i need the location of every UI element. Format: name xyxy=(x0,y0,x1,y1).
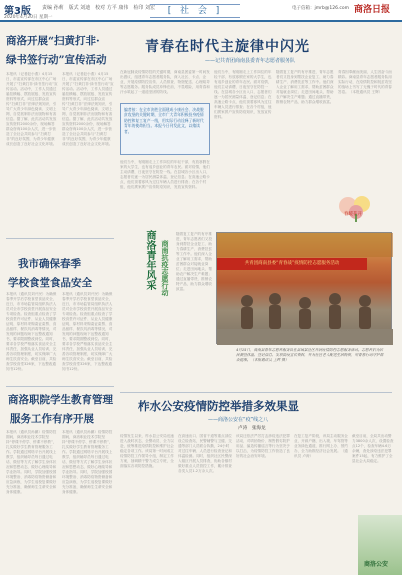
section-label: [ 社 会 ] xyxy=(150,4,240,18)
people-crowd-icon xyxy=(217,233,393,345)
divider xyxy=(120,392,392,393)
article-police-col3: 该局还依法严厉打击涉疫违法犯罪活动，对哄抬物价、制售假劣防护用品、编造传播谣言等行为坚决予以打击，为疫情防控工作营造了良好的社会治安环境。 xyxy=(236,434,290,458)
volunteer-photo xyxy=(216,232,392,344)
editor-note-box xyxy=(120,103,210,155)
photo-caption-box xyxy=(236,348,384,388)
divider xyxy=(6,238,114,239)
headline-saohei-2: 绿书签行动”宣传活动 xyxy=(6,54,107,66)
article-saohei-col2: 本报讯（记者赵小燕）4月15日，市委宣传部在市区中心广场开展了“扫黄打非·绿书签行动”宣传活动。活动中，工作人员通过悬挂横幅、摆放展板、发放宣传资料等形式，向过往群众宣传“扫黄打非”法律法规知识，引导广大青少年绿色阅读、文明上网，自觉抵制非法出版物和有害信息。据了解，此次活动共发放宣传资料2000余份，现场解答群众咨询100余人次，进一步营造了全社会共同参与“扫黄打非”的良好氛围，为青少年健康成长创造了良好社会文化环境。 xyxy=(62,72,114,146)
article-food-col2: 本报讯（通讯员刘兴民）为确保春季开学后学校食堂食品安全，近日，市市场监管局组织执法人员对全市学校食堂开展食品安全专项检查。检查组重点检查了学校食堂许可证件、从业人员健康证明、原材料采购索证索票、食品留样、餐饮具消毒等情况，对发现的问题现场下达整改通知书，要求限期整改到位。同时，要求各学校严格落实食品安全主体责任，加强从业人员培训，完善各项管理制度，切实保障广大师生饮食安全。截至目前，共检查学校食堂326家，下达整改通知书12份。 xyxy=(62,292,113,371)
corner-ad xyxy=(358,515,402,575)
vertical-title-left: 商洛青年风采 xyxy=(144,230,155,290)
newspaper-logo: 商洛日报 xyxy=(354,5,391,15)
article-youth-intro: 在新冠肺炎疫情防控的关键时期，商南县团委第一时间发出倡议，组建青年志愿者服务队，深入社区、卡点、企业，开展疫情防控宣传、人员排查、物资配送、心理疏导等志愿服务。服务队成员冲锋在前，不畏艰险，用青春和汗水筑起了一道道坚固的防线。 xyxy=(120,70,210,94)
contact-info: 电子信箱：jmrb@126.com xyxy=(292,6,349,11)
article-police-col4: 在复工复产阶段，该局主动服务企业，开辟户籍、出入境、车驾管等业务绿色通道，推行网上办、预约办，全力助推经济社会发展。（通讯员 卢涛） xyxy=(294,434,348,458)
article-school-col1: 本报讯（通讯员孙鹏）疫情防控期间，商洛职业技术学院坚持“停课不停学、停课不停教”，扎实做好学生教育管理服务工作。学院通过网络平台开展线上教学，组织辅导员每日通过电话、微信等方式了解学生身体状况和思想动态，做好心理疏导和学业指导。同时，学院加强校园环境整治、消毒防疫物资储备和应急演练，为学生返校复课做好充分准备，确保师生生命安全和身体健康。 xyxy=(6,430,57,494)
photo-caption: 4月15日，商南县青年志愿者服务队在县城某社区开展疫情防控志愿服务活动。志愿者们为居民测量体温、登记信息、发放防疫宣传资料，并为社区老人配送生活物资，用青春行动守护群众健康。（本报通讯员 王辉 摄） xyxy=(236,348,384,363)
article-police-col1: 疫情发生以来，柞水县公安局迅速进入战时状态，全警动员、全力以赴，统筹推进疫情防控和维护社会稳定各项工作。该局第一时间成立疫情防控工作领导小组，制定工作方案，抽调精干警力成立专班，全面落实各项防控措施。 xyxy=(120,434,174,468)
photo-banner: 共青团商南县委“青春战”疫情防控志愿服务活动 xyxy=(217,258,367,270)
page-number: 第3版 xyxy=(4,6,31,17)
headline-school-2: 服务工作有序开展 xyxy=(10,413,94,425)
article-police-col2: 在高速出口、国省干道等重点部位设立检查站，民警辅警与卫健、交通等部门人员联合执勤，24小时对过往车辆、人员进行检查登记和体温检测。同时，组织社区民警深入辖区开展人员排查，协助各镇村做好重点人员管控工作，累计排查各类人员1.2万余人次。 xyxy=(178,434,232,473)
vertical-title-right: 商南抗疫志愿行动 xyxy=(161,240,170,296)
decorative-flower-image xyxy=(336,192,378,222)
subtitle-youth: ——记共青团商南县委青年志愿者服务队 xyxy=(205,58,296,64)
divider xyxy=(6,386,114,387)
article-youth-col2: 他们当中，有刚刚走上工作岗位的年轻干部，有放寒假在家的大学生，也有返乡创业的青年农民。面对疫情，他们主动请缨，日夜坚守在防控一线。在县城各小区出入口，志愿者们逐一为居民测量体温、登记信息；在高速公路卡点，他们顶着寒风为过往车辆人员进行排查；在各个村组，他们挨家挨户宣传防疫知识，发放宣传资料。 xyxy=(214,70,272,119)
headline-food-1: 我市确保春季 xyxy=(18,258,81,270)
article-school-col2: 本报讯（通讯员孙鹏）疫情防控期间，商洛职业技术学院坚持“停课不停学、停课不停教”，扎实做好学生教育管理服务工作。学院通过网络平台开展线上教学，组织辅导员每日通过电话、微信等方式了解学生身体状况和思想动态，做好心理疏导和学业指导。同时，学院加强校园环境整治、消毒防疫物资储备和应急演练，为学生返校复课做好充分准备，确保师生生命安全和身体健康。 xyxy=(62,430,113,494)
headline-youth: 青春在时代主旋律中闪光 xyxy=(145,39,310,55)
article-youth-col1: 他们当中，有刚刚走上工作岗位的年轻干部，有放寒假在家的大学生，也有返乡创业的青年农民。面对疫情，他们主动请缨，日夜坚守在防控一线。在县城各小区出入口，志愿者们逐一为居民测量体温、登记信息；在高速公路卡点，他们顶着寒风为过往车辆人员进行排查；在各个村组，他们挨家挨户宣传防疫知识，发放宣传资料。 xyxy=(120,160,210,189)
headline-school-1: 商洛职院学生教育管理 xyxy=(8,394,113,406)
article-police-col5: 截至目前，全局共出动警力3800余人次，设置检查点12个，检查车辆4.6万余辆，查处涉疫违法犯罪案件15起，有力维护了全县社会大局稳定。 xyxy=(352,434,394,463)
ad-text: 商洛公安 xyxy=(364,561,389,568)
issue-date: 2020年4月20日 星期一 xyxy=(4,15,53,20)
article-youth-col3: 随着复工复产的有序推进，青年志愿者们又投身到帮扶企业复工、助力春耕生产、消费扶贫等工作中。他们深入企业了解用工需求，帮助贫困群众对接就业岗位；走进田间地头，帮助农户解决生产难题；通过直播带货，推销农特产品，助力群众增收致富。 xyxy=(276,70,334,104)
article-youth-col5: 随着复工复产的有序推进，青年志愿者们又投身到帮扶企业复工、助力春耕生产、消费扶贫等工作中。他们深入企业了解用工需求，帮助贫困群众对接就业岗位；走进田间地头，帮助农户解决生产难题；通过直播带货，推销农特产品，助力群众增收致富。 xyxy=(176,232,212,291)
article-saohei-col1: 本报讯（记者赵小燕）4月15日，市委宣传部在市区中心广场开展了“扫黄打非·绿书签行动”宣传活动。活动中，工作人员通过悬挂横幅、摆放展板、发放宣传资料等形式，向过往群众宣传“扫黄打非”法律法规知识，引导广大青少年绿色阅读、文明上网，自觉抵制非法出版物和有害信息。据了解，此次活动共发放宣传资料2000余份，现场解答群众咨询100余人次，进一步营造了全社会共同参与“扫黄打非”的良好氛围，为青少年健康成长创造了良好社会文化环境。 xyxy=(6,72,58,146)
article-food-col1: 本报讯（通讯员刘兴民）为确保春季开学后学校食堂食品安全，近日，市市场监管局组织执法人员对全市学校食堂开展食品安全专项检查。检查组重点检查了学校食堂许可证件、从业人员健康证明、原材料采购索证索票、食品留样、餐饮具消毒等情况，对发现的问题现场下达整改通知书，要求限期整改到位。同时，要求各学校严格落实食品安全主体责任，加强从业人员培训，完善各项管理制度，切实保障广大师生饮食安全。截至目前，共检查学校食堂326家，下达整改通知书12份。 xyxy=(6,292,57,371)
byline-police: 卢涛 张海龙 xyxy=(238,426,266,431)
editor-note: 编者按：在全市决胜全面建成小康社会、决战脱贫攻坚的关键时期，全市广大青年积极投身疫情防控和复工复产一线，用实际行动诠释了新时代青年的使命担当。本报今日刊发此文，以飨读者。 xyxy=(124,107,204,134)
flower-icon xyxy=(336,192,378,222)
headline-food-2: 学校食堂食品安全 xyxy=(8,277,92,289)
editor-credits: 责编 孙莉 版式 刘迪 校对 方平 康伟 检印 刘宏 xyxy=(42,5,155,11)
photo-badge: 春暖花开 xyxy=(344,212,362,217)
article-youth-col4: 青春因奉献而美丽，人生因奋斗而精彩。商南县青年志愿者服务队用实际行动，在疫情防控和脱贫攻坚的战场上书写了无愧于时代的青春答卷。（本报通讯员 王辉） xyxy=(338,70,392,94)
headline-saohei-1: 商洛开展“扫黄打非· xyxy=(6,35,100,47)
headline-police: 柞水公安疫情防控举措多效果显 xyxy=(138,399,299,413)
subtitle-police: ——商洛公安在“疫”线之八 xyxy=(208,417,269,423)
